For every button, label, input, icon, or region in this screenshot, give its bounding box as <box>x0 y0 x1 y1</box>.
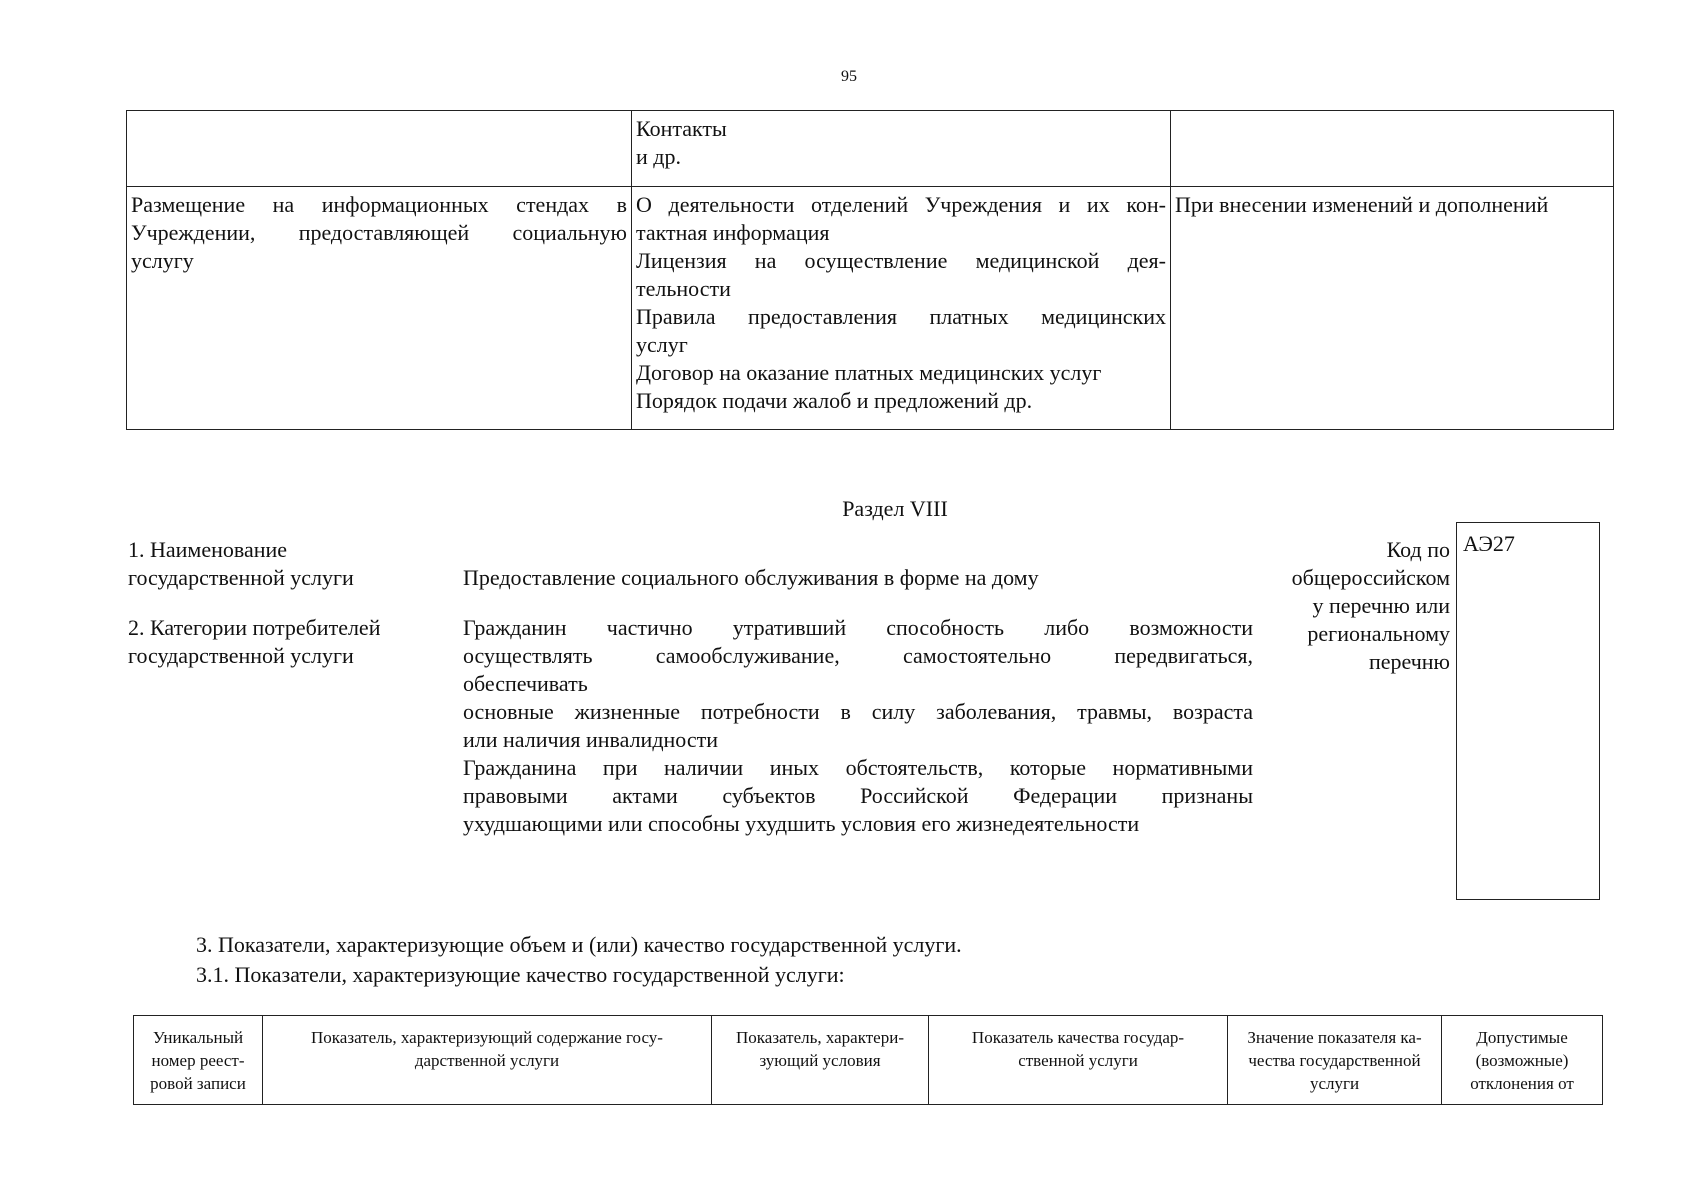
cell-line: Лицензия на осуществление медицинской дея- <box>636 248 1166 273</box>
header-line: Уникальный <box>152 1028 244 1047</box>
cell-line: тактная информация <box>636 220 830 245</box>
label-line: общероссийском <box>1291 565 1450 590</box>
header-line: Значение показателя ка- <box>1247 1028 1422 1047</box>
table-cell <box>1171 111 1614 187</box>
label-line: Код по <box>1386 537 1450 562</box>
value-line: Гражданина при наличии иных обстоятельств, которые нормативными <box>463 755 1253 780</box>
header-line: ственной услуги <box>1018 1051 1138 1070</box>
services-info-table <box>126 110 1614 430</box>
table-header-row <box>134 1016 1603 1105</box>
cell-line: тельности <box>636 276 731 301</box>
header-line: услуги <box>1309 1074 1360 1093</box>
header-line: (возможные) <box>1475 1051 1569 1070</box>
registry-code-box <box>1456 522 1600 900</box>
table-cell <box>127 187 632 430</box>
label-line: у перечню или <box>1312 593 1450 618</box>
table-cell <box>632 111 1171 187</box>
table-row <box>127 111 1614 187</box>
header-line: Показатель, характеризующий содержание госу- <box>311 1028 663 1047</box>
table-cell <box>127 111 632 187</box>
table-row <box>127 187 1614 430</box>
value-line: или наличия инвалидности <box>463 727 718 752</box>
label-line: 2. Категории потребителей <box>128 615 381 640</box>
header-line: дарственной услуги <box>414 1051 560 1070</box>
cell-line: услугу <box>131 248 194 273</box>
indicators-line: 3. Показатели, характеризующие объем и (или) качество государственной услуги. <box>196 932 962 957</box>
label-line: 1. Наименование <box>128 537 288 562</box>
service-name-value <box>463 564 1253 592</box>
service-name-label <box>128 536 354 592</box>
value-line: ухудшающими или способны ухудшить условия его жизнедеятельности <box>463 811 1140 836</box>
label-line: перечню <box>1368 649 1450 674</box>
column-header <box>929 1016 1228 1105</box>
section-title: Раздел VIII <box>842 496 948 521</box>
indicators-line: 3.1. Показатели, характеризующие качество государственной услуги: <box>196 962 845 987</box>
value-line: обеспечивать <box>463 671 588 696</box>
header-line: номер реест- <box>151 1051 245 1070</box>
indicators-heading <box>196 930 962 990</box>
cell-line: О деятельности отделений Учреждения и их кон- <box>636 192 1166 217</box>
value-line: правовыми актами субъектов Российской Федерации признаны <box>463 783 1253 808</box>
cell-line: и др. <box>636 144 681 169</box>
cell-line: Порядок подачи жалоб и предложений др. <box>636 388 1033 413</box>
column-header <box>134 1016 263 1105</box>
column-header <box>263 1016 712 1105</box>
consumer-category-value <box>463 614 1253 838</box>
label-line: государственной услуги <box>128 643 354 668</box>
cell-line: услуг <box>636 332 688 357</box>
header-line: отклонения от <box>1470 1074 1574 1093</box>
consumer-category-label <box>128 614 380 670</box>
header-line: зующий условия <box>759 1051 881 1070</box>
registry-code-value: АЭ27 <box>1463 531 1515 556</box>
quality-indicators-table <box>133 1015 1603 1105</box>
cell-line: Правила предоставления платных медицинских <box>636 304 1166 329</box>
label-line: государственной услуги <box>128 565 354 590</box>
table-cell: При внесении изменений и дополнений <box>1171 187 1614 430</box>
header-line: чества государственной <box>1248 1051 1421 1070</box>
value-line: основные жизненные потребности в силу заболевания, травмы, возраста <box>463 699 1253 724</box>
table-cell <box>632 187 1171 430</box>
cell-line: Учреждении, предоставляющей социальную <box>131 220 627 245</box>
column-header <box>712 1016 929 1105</box>
header-line: Показатель качества государ- <box>971 1028 1185 1047</box>
registry-code-label <box>1250 536 1450 676</box>
value-line: Гражданин частично утративший способность либо возможности <box>463 615 1253 640</box>
header-line: ровой записи <box>150 1074 246 1093</box>
column-header <box>1228 1016 1442 1105</box>
header-line: Показатель, характери- <box>736 1028 904 1047</box>
cell-line: Размещение на информационных стендах в <box>131 192 627 217</box>
label-line: региональному <box>1307 621 1450 646</box>
value-line: осуществлять самообслуживание, самостоятельно передвигаться, <box>463 643 1253 668</box>
value-line: Предоставление социального обслуживания в форме на дому <box>463 565 1039 590</box>
column-header <box>1442 1016 1603 1105</box>
header-line: Допустимые <box>1476 1028 1568 1047</box>
cell-line: Контакты <box>636 116 727 141</box>
cell-line: Договор на оказание платных медицинских услуг <box>636 360 1102 385</box>
page-number: 95 <box>841 68 857 85</box>
